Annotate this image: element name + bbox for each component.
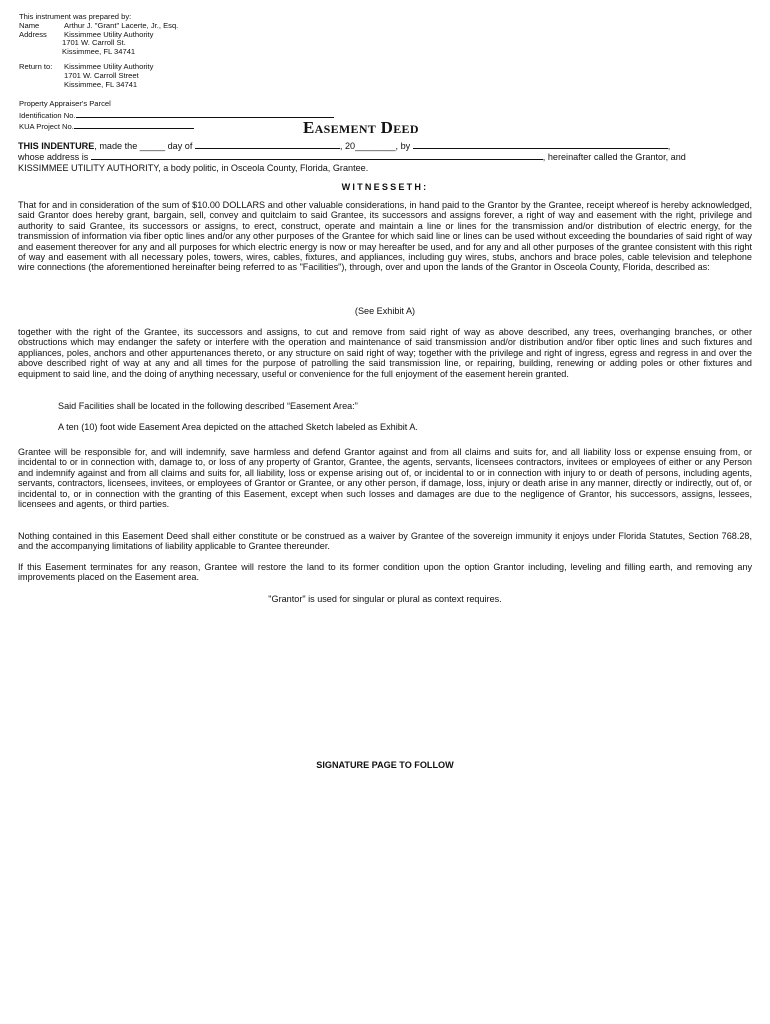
address-label: Address <box>19 29 47 39</box>
grantor-called-text: , hereinafter called the Grantor, and <box>542 152 686 163</box>
sovereign-immunity-paragraph: Nothing contained in this Easement Deed shall either constitute or be construed as a waiver by Grantee of the sovereign immunity it enjoys under Florida Statutes, Section 768.28, and the accompanying limitations of liability applicable to Grantee thereunder. <box>18 531 752 552</box>
address-line: Kissimmee Utility Authority <box>64 29 154 39</box>
prepared-by-label: This instrument was prepared by: <box>19 12 132 21</box>
made-the-text: , made the _____ day of <box>94 141 193 151</box>
parcel-id-blank <box>76 109 334 118</box>
parcel-id-label: Identification No. <box>19 110 76 120</box>
consideration-paragraph: That for and in consideration of the sum of $10.00 DOLLARS and other valuable considerations, in hand paid to the Grantor by the Grantee, receipt whereof is hereby acknowledged, said Grantor does hereby grant, bargain, sell, convey and quitclaim to said Grantee, its successors and assigns forever, a right of way and easement with the right, privilege and authority to said Grantee, its successors or assigns, to erect, construct, operate and maintain a line or lines for the transmission and/or distribution of electric energy, for the transmission of information via fiber optic lines and/or any other purposes of the Grantee for which said line or lines can be used without exceeding the boundaries of said right of way and easement thereover for any and all purposes for which electric energy is now or may hereafter be used, and for any and all other purposes of the grantee consistent with this right of way and easement with all necessary poles, towers, wires, cables, fixtures, and appliances, including guy wires, stubs, anchors and brace poles, cable television and telephone wire connections (the aforementioned hereinafter being referred to as "Facilities"), through, over and upon the lands of the Grantor in Osceola County, Florida, described as: <box>18 200 752 273</box>
parcel-label: Property Appraiser's Parcel <box>19 99 111 108</box>
signature-page-notice: SIGNATURE PAGE TO FOLLOW <box>316 760 454 770</box>
grantor-name-blank <box>413 140 668 149</box>
year-text: , 20________, by <box>339 141 411 151</box>
document-title: Easement Deed <box>303 118 419 137</box>
return-to-block <box>19 63 349 89</box>
address-line: Kissimmee, FL 34741 <box>62 47 136 57</box>
date-blank <box>195 140 340 149</box>
return-line: 1701 W. Carroll Street <box>64 70 139 80</box>
indenture-block: THIS INDENTURE, made the _____ day of , 20________, by , whose address is , hereinafter called the Grantor, and KISSIMMEE UTILITY AUTHORITY, a body politic, in Osceola County, Florida, Grantee. <box>18 140 752 173</box>
facilities-located-text: Said Facilities shall be located in the following described “Easement Area:” <box>58 401 358 411</box>
ten-foot-text: A ten (10) foot wide Easement Area depicted on the attached Sketch labeled as Exhibit A. <box>58 422 418 432</box>
witnesseth-heading: WITNESSETH: <box>341 182 429 192</box>
see-exhibit-text: (See Exhibit A) <box>354 306 416 316</box>
kua-project-blank <box>74 120 194 129</box>
kua-project-label: KUA Project No. <box>19 122 74 131</box>
together-paragraph: together with the right of the Grantee, its successors and assigns, to cut and remove from said right of way as above described, any trees, overhanging branches, or other obstructions which may endanger the safety or interfere with the operation and maintenance of said transmission and/or distribution and/or fiber optic lines and such fixtures and appliances, poles, anchors and other appurtenances thereto, or any structure on said right of way; together with the privilege and right of ingress, egress and regress in and over the above described right of way at any and all times for the purpose of patrolling the said transmission line, or repairing, building, renewing or adding poles or other fixtures and equipment to said line, and the doing of anything necessary, useful or convenience for the full enjoyment of the easement herein granted. <box>18 327 752 379</box>
address-is-text: whose address is <box>18 152 89 163</box>
parcel-id-block <box>19 100 349 121</box>
grantee-line: KISSIMMEE UTILITY AUTHORITY, a body politic, in Osceola County, Florida, Grantee. <box>18 162 369 173</box>
return-to-label: Return to: <box>19 62 53 71</box>
return-line: Kissimmee, FL 34741 <box>64 79 138 89</box>
grantor-usage-text: "Grantor" is used for singular or plural as context requires. <box>268 594 502 604</box>
termination-paragraph: If this Easement terminates for any reason, Grantee will restore the land to its former condition upon the option Grantor including, leveling and filling earth, and removing any improvements placed on the Easement area. <box>18 562 752 583</box>
name-value: Arthur J. "Grant" Lacerte, Jr., Esq. <box>64 20 179 30</box>
grantor-address-blank <box>91 151 543 160</box>
return-line: Kissimmee Utility Authority <box>64 62 154 71</box>
kua-project-block <box>19 120 219 132</box>
indemnity-paragraph: Grantee will be responsible for, and will indemnify, save harmless and defend Grantor against and from all claims and suits for, and all liability loss or expense ensuing from, or incidental to or in connection with, damage to, or loss of any property of Grantor, Grantee, the agents, servants, licensees contractors, invitees or employees of either or any Person and indemnify against and from all claims and suits for, all liability, loss or expense arising out of, or incidental to or in connection with injury to or death of persons, including agents, servants, contractors, licensees, invitees, or employees of Grantor or Grantee, or any other person, if damage, loss, injury or death arise in any manner, directly or indirectly, out of, or incidental to, or in connection with the granting of this Easement, except when such losses and damages are due to the negligence of Grantor, his successors, assigns, lessees, licensees and agents, or third parties. <box>18 447 752 510</box>
prepared-by-block <box>19 13 349 57</box>
indenture-lead: THIS INDENTURE <box>18 141 95 151</box>
address-line: 1701 W. Carroll St. <box>62 38 126 48</box>
name-label: Name <box>19 20 40 30</box>
